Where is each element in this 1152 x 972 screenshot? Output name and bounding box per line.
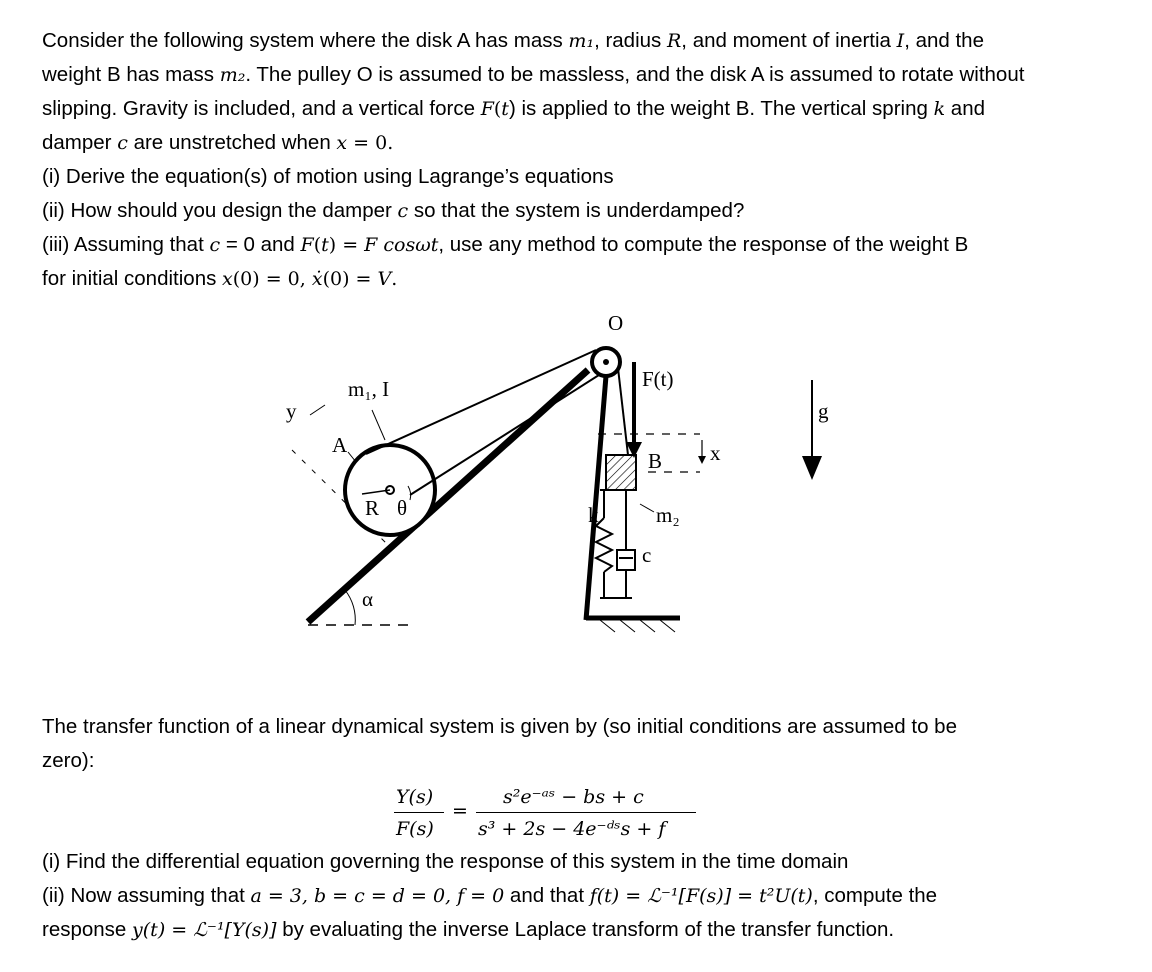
theta-label: θ xyxy=(397,496,408,520)
problem2-intro xyxy=(42,710,1072,778)
cable-vertical xyxy=(618,368,628,455)
problem1-line-6: (ii) How should you design the damper c so that the system is underdamped? xyxy=(42,199,745,222)
y-arrow xyxy=(310,405,325,415)
y-label: y xyxy=(286,399,297,423)
k-label: k xyxy=(588,503,599,527)
A-label: A xyxy=(332,433,348,457)
ground-hatch xyxy=(600,620,675,632)
tf-right-numerator: s²e⁻ᵃˢ − bs + c xyxy=(503,786,644,808)
problem1-line-2: weight B has mass m₂. The pulley O is assumed to be massless, and the disk A is assumed to rotate without xyxy=(42,63,1025,86)
problem1-line-7: (iii) Assuming that c = 0 and F(t) = F cosωt, use any method to compute the response of the weight B xyxy=(42,233,969,256)
A-pointer xyxy=(348,452,356,462)
problem1-line-8: for initial conditions x(0) = 0, ẋ(0) = V. xyxy=(42,267,398,290)
c-label: c xyxy=(642,543,652,567)
m2-label: m₂ xyxy=(656,503,680,527)
problem2-q2-line-2: response y(t) = ℒ⁻¹[Y(s)] by evaluating the inverse Laplace transform of the transfer function. xyxy=(42,918,895,941)
problem2-intro-line-2: zero): xyxy=(42,749,95,772)
x-arrowhead xyxy=(698,456,706,464)
problem1-line-5: (i) Derive the equation(s) of motion using Lagrange’s equations xyxy=(42,165,614,188)
cable-lower xyxy=(410,368,610,495)
R-label: R xyxy=(365,496,380,520)
pulley-hub xyxy=(603,359,609,365)
weight-B xyxy=(606,455,636,490)
tf-left-bar xyxy=(394,812,444,813)
problem1-line-3: slipping. Gravity is included, and a vertical force F(t) is applied to the weight B. The vertical spring k and xyxy=(42,97,986,120)
problem1-text xyxy=(42,24,1072,296)
angle-arc xyxy=(345,590,355,625)
O-label: O xyxy=(608,311,624,335)
m2-pointer xyxy=(640,504,654,512)
F-label: F(t) xyxy=(642,367,674,391)
gravity-arrowhead xyxy=(802,456,822,480)
mechanism-diagram xyxy=(270,300,830,645)
problem2-intro-line-1: The transfer function of a linear dynamical system is given by (so initial conditions are assumed to be xyxy=(42,715,957,738)
m1-I-label: m₁, I xyxy=(348,377,390,401)
m1-pointer xyxy=(372,410,385,440)
cable-upper xyxy=(366,350,596,454)
tf-right-bar xyxy=(476,812,696,813)
problem1-line-4: damper c are unstretched when x = 0. xyxy=(42,131,394,154)
tf-equals: = xyxy=(452,800,468,822)
problem1-line-1: Consider the following system where the disk A has mass m₁, radius R, and moment of inertia I, and the xyxy=(42,29,984,52)
x-label: x xyxy=(710,441,721,465)
problem2-questions xyxy=(42,845,1072,947)
problem2-q2-line-1: (ii) Now assuming that a = 3, b = c = d = 0, f = 0 and that f(t) = ℒ⁻¹[F(s)] = t²U(t), compute the xyxy=(42,884,938,907)
tf-left-numerator: Y(s) xyxy=(396,786,434,808)
problem2-q1: (i) Find the differential equation governing the response of this system in the time domain xyxy=(42,850,849,873)
g-label: g xyxy=(818,399,829,423)
B-label: B xyxy=(648,449,663,473)
damper-c xyxy=(617,550,635,570)
tf-right-denominator: s³ + 2s − 4e⁻ᵈˢs + f xyxy=(478,818,666,840)
alpha-label: α xyxy=(362,587,374,611)
tf-left-denominator: F(s) xyxy=(396,818,434,840)
